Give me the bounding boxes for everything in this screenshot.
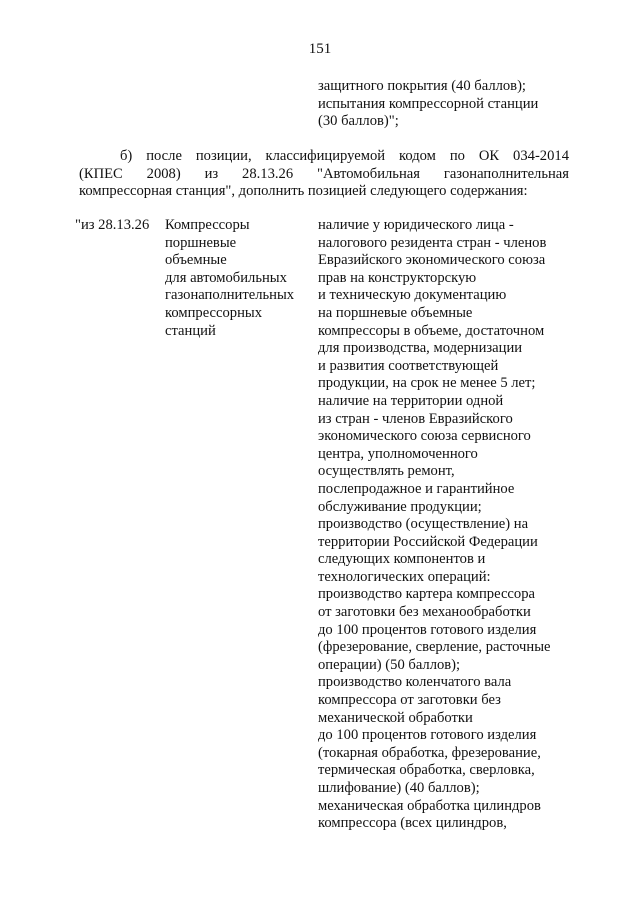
- condition-line: от заготовки без механообработки: [318, 604, 531, 621]
- paragraph-line: компрессорная станция", дополнить позицией следующего содержания:: [79, 183, 528, 200]
- condition-line: (токарная обработка, фрезерование,: [318, 744, 541, 761]
- condition-line: до 100 процентов готового изделия: [318, 727, 537, 744]
- condition-line: на поршневые объемные: [318, 304, 473, 321]
- condition-line: территории Российской Федерации: [318, 533, 538, 550]
- condition-line: послепродажное и гарантийное: [318, 480, 515, 497]
- condition-line: из стран - членов Евразийского: [318, 410, 513, 427]
- condition-line: для производства, модернизации: [318, 340, 523, 357]
- product-name-line: для автомобильных: [165, 269, 287, 286]
- condition-line: компрессора от заготовки без: [318, 692, 501, 709]
- text-line: испытания компрессорной станции: [318, 95, 539, 112]
- condition-line: продукции, на срок не менее 5 лет;: [318, 375, 536, 392]
- condition-line: прав на конструкторскую: [318, 269, 477, 286]
- product-name-line: компрессорных: [165, 304, 263, 321]
- amendment-paragraph: [79, 148, 569, 201]
- condition-line: производство (осуществление) на: [318, 516, 529, 533]
- product-name-line: поршневые: [165, 234, 237, 251]
- condition-line: экономического союза сервисного: [318, 428, 531, 445]
- page-number: 151: [308, 41, 332, 57]
- condition-line: термическая обработка, сверловка,: [318, 762, 535, 779]
- entry-code: [75, 217, 165, 235]
- condition-line: (фрезерование, сверление, расточные: [318, 639, 551, 656]
- entry-product-name: [165, 217, 310, 340]
- condition-line: наличие на территории одной: [318, 392, 504, 409]
- condition-line: наличие у юридического лица -: [318, 217, 514, 233]
- paragraph-line: б) после позиции, классифицируемой кодом по ОК 034-2014: [120, 148, 569, 164]
- paragraph-line: (КПЕС 2008) из 28.13.26 "Автомобильная газонаполнительная: [79, 165, 569, 182]
- condition-line: налогового резидента стран - членов: [318, 234, 547, 251]
- condition-line: Евразийского экономического союза: [318, 252, 546, 269]
- condition-line: осуществлять ремонт,: [318, 463, 455, 480]
- text-line: защитного покрытия (40 баллов);: [318, 78, 526, 94]
- product-name-line: Компрессоры: [165, 217, 250, 233]
- product-name-line: станций: [165, 322, 216, 339]
- condition-line: шлифование) (40 баллов);: [318, 780, 480, 796]
- condition-line: и техническую документацию: [318, 287, 507, 304]
- condition-line: компрессора (всех цилиндров,: [318, 815, 507, 832]
- condition-line: и развития соответствующей: [318, 357, 499, 374]
- condition-line: производство картера компрессора: [318, 586, 535, 603]
- text-line: (30 баллов)";: [318, 113, 399, 130]
- condition-line: механической обработки: [318, 709, 473, 726]
- okpd-code: "из 28.13.26: [75, 217, 150, 233]
- entry-conditions: [318, 217, 578, 833]
- condition-line: обслуживание продукции;: [318, 498, 482, 515]
- condition-line: механическая обработка цилиндров: [318, 797, 541, 814]
- product-name-line: объемные: [165, 252, 227, 269]
- previous-entry-continuation: [318, 78, 578, 131]
- condition-line: до 100 процентов готового изделия: [318, 621, 537, 638]
- condition-line: технологических операций:: [318, 568, 491, 585]
- condition-line: следующих компонентов и: [318, 551, 486, 568]
- condition-line: компрессоры в объеме, достаточном: [318, 322, 545, 339]
- product-name-line: газонаполнительных: [165, 287, 295, 304]
- condition-line: центра, уполномоченного: [318, 445, 478, 462]
- condition-line: производство коленчатого вала: [318, 674, 512, 691]
- condition-line: операции) (50 баллов);: [318, 656, 461, 673]
